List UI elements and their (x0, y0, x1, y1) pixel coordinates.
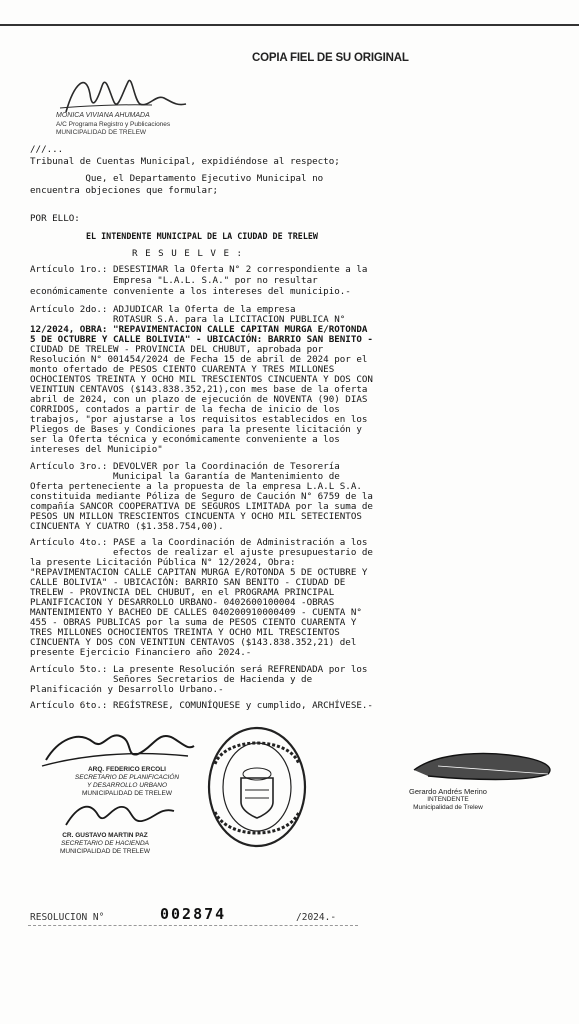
article-2-line: trabajos, "por ajustarse a los requisitos establecidos en los (30, 414, 368, 425)
article-4-line: MANTENIMIENTO Y BACHEO DE CALLES 040200910000409 - CUENTA N° (30, 607, 362, 618)
article-4-line: presente Ejercicio Financiero año 2024.- (30, 647, 252, 658)
article-4-line: "REPAVIMENTACION CALLE CAPITAN MURGA E/ROTONDA 5 DE OCTUBRE Y (30, 567, 368, 578)
article-2-line: abril de 2024, con un plazo de ejecución de NOVENTA (90) DIAS (30, 394, 368, 405)
merino-signature (408, 746, 558, 786)
municipal-seal (205, 724, 309, 850)
article-4-line: CINCUENTA Y DOS CON VEINTIUN CENTAVOS ($143.838.352,21) del (30, 637, 357, 648)
article-5-line: Planificación y Desarrollo Urbano.- (30, 684, 224, 695)
por-ello-line: POR ELLO: (30, 213, 80, 224)
footer-underline (28, 925, 358, 927)
paz-name: CR. GUSTAVO MARTIN PAZ (62, 832, 148, 839)
article-4-line: la presente Licitación Pública N° 12/2024, Obra: (30, 557, 296, 568)
article-2-line: ROTASUR S.A. para la LICITACION PUBLICA N° (30, 314, 346, 325)
paz-block (50, 832, 160, 856)
article-4-line: Artículo 4to.: PASE a la Coordinación de Administración a los (30, 537, 368, 548)
article-3-line: PESOS UN MILLON TRESCIENTOS CINCUENTA Y OCHO MIL SETECIENTOS (30, 511, 362, 522)
merino-org: Municipalidad de Trelew (413, 804, 483, 811)
merino-title: INTENDENTE (427, 796, 469, 803)
article-4-line: TRELEW - PROVINCIA DEL CHUBUT, en el PROGRAMA PRINCIPAL (30, 587, 335, 598)
resolution-label: RESOLUCION N° (30, 912, 105, 923)
article-2-line: OCHOCIENTOS TREINTA Y OCHO MIL TRESCIENTOS CINCUENTA Y DOS CON (30, 374, 373, 385)
merino-block (388, 788, 508, 812)
ercoli-title: SECRETARIO DE PLANIFICACIÓN (74, 774, 180, 781)
article-1-line: económicamente conveniente a los intereses del municipio.- (30, 286, 351, 297)
article-3-line: Oferta perteneciente a la propuesta de la empresa L.A.L S.A. (30, 481, 362, 492)
article-3-line: compañía SANCOR COOPERATIVA DE SEGUROS LIMITADA por la suma de (30, 501, 373, 512)
body-line: encuentra objeciones que formular; (30, 185, 219, 196)
body-line: Que, el Departamento Ejecutivo Municipal no (30, 173, 324, 184)
article-2-line: CIUDAD DE TRELEW - PROVINCIA DEL CHUBUT, aprobada por (30, 344, 324, 355)
article-6-line: Artículo 6to.: REGÍSTRESE, COMUNÍQUESE y cumplido, ARCHÍVESE.- (30, 700, 373, 711)
article-3-line: Artículo 3ro.: DEVOLVER por la Coordinación de Tesorería (30, 461, 340, 472)
article-4-line: 455 - OBRAS PUBLICAS por la suma de PESOS CIENTO CUARENTA Y (30, 617, 357, 628)
article-4-line: PLANIFICACION Y DESARROLLO URBANO- 0402600100004 -OBRAS (30, 597, 335, 608)
body-line: Tribunal de Cuentas Municipal, expidiéndose al respecto; (30, 156, 340, 167)
paz-org: MUNICIPALIDAD DE TRELEW (59, 848, 151, 855)
article-2-line: 5 DE OCTUBRE Y CALLE BOLIVIA" - UBICACIÓN: BARRIO SAN BENITO - (30, 334, 373, 345)
certifier-block (56, 112, 170, 138)
ercoli-org: MUNICIPALIDAD DE TRELEW (81, 790, 173, 797)
article-2-line: monto ofertado de PESOS CIENTO CUARENTA Y TRES MILLONES (30, 364, 335, 375)
article-4-line: efectos de realizar el ajuste presupuestario de (30, 547, 373, 558)
resolution-year: /2024.- (296, 912, 337, 923)
article-1-line: Empresa "L.A.L. S.A." por no resultar (30, 275, 318, 286)
resolution-number: 002874 (160, 905, 227, 923)
article-2-line: 12/2024, OBRA: "REPAVIMENTACION CALLE CAPITAN MURGA E/ROTONDA (30, 324, 368, 335)
resuelve-heading: R E S U E L V E : (132, 248, 244, 259)
certifier-org: MUNICIPALIDAD DE TRELEW (56, 129, 147, 136)
top-border-line (0, 24, 579, 26)
paz-signature (60, 795, 180, 835)
article-3-line: constituida mediante Póliza de Seguro de Caución N° 6759 de la (30, 491, 373, 502)
article-4-line: CALLE BOLIVIA" - UBICACIÓN: BARRIO SAN BENITO - CIUDAD DE (30, 577, 346, 588)
copia-fiel-stamp: COPIA FIEL DE SU ORIGINAL (252, 52, 409, 64)
article-2-line: Resolución N° 001454/2024 de Fecha 15 de abril de 2024 por el (30, 354, 368, 365)
continuation-mark: ///... (30, 144, 64, 155)
paz-title: SECRETARIO DE HACIENDA (60, 840, 149, 847)
article-5-line: Señores Secretarios de Hacienda y de (30, 674, 313, 685)
article-2-line: intereses del Municipio" (30, 444, 163, 455)
intendente-heading: EL INTENDENTE MUNICIPAL DE LA CIUDAD DE TRELEW (86, 231, 318, 241)
article-2-line: Artículo 2do.: ADJUDICAR la Oferta de la empresa (30, 304, 296, 315)
article-1-line: Artículo 1ro.: DESESTIMAR la Oferta N° 2 correspondiente a la (30, 264, 368, 275)
certifier-title: A/C Programa Registro y Publicaciones (56, 120, 171, 128)
article-2-line: CORRIDOS, contados a partir de la fecha de inicio de los (30, 404, 340, 415)
article-4-line: TRES MILLONES OCHOCIENTOS TREINTA Y OCHO MIL TRESCIENTOS (30, 627, 340, 638)
ercoli-block (72, 766, 182, 798)
merino-name: Gerardo Andrés Merino (409, 787, 487, 796)
ercoli-name: ARQ. FEDERICO ERCOLI (87, 766, 166, 773)
article-2-line: VEINTIUN CENTAVOS ($143.838.352,21),con mes base de la oferta (30, 384, 368, 395)
article-3-line: Municipal la Garantía de Mantenimiento de (30, 471, 340, 482)
article-2-line: Pliegos de Bases y Condiciones para la presente licitación y (30, 424, 362, 435)
article-5-line: Artículo 5to.: La presente Resolución será REFRENDADA por los (30, 664, 368, 675)
article-2-line: ser la Oferta técnica y económicamente conveniente a los (30, 434, 340, 445)
article-3-line: CINCUENTA Y CUATRO ($1.358.754,00). (30, 521, 224, 532)
ercoli-title-2: Y DESARROLLO URBANO (86, 782, 168, 789)
certifier-name: MONICA VIVIANA AHUMADA (56, 112, 150, 119)
